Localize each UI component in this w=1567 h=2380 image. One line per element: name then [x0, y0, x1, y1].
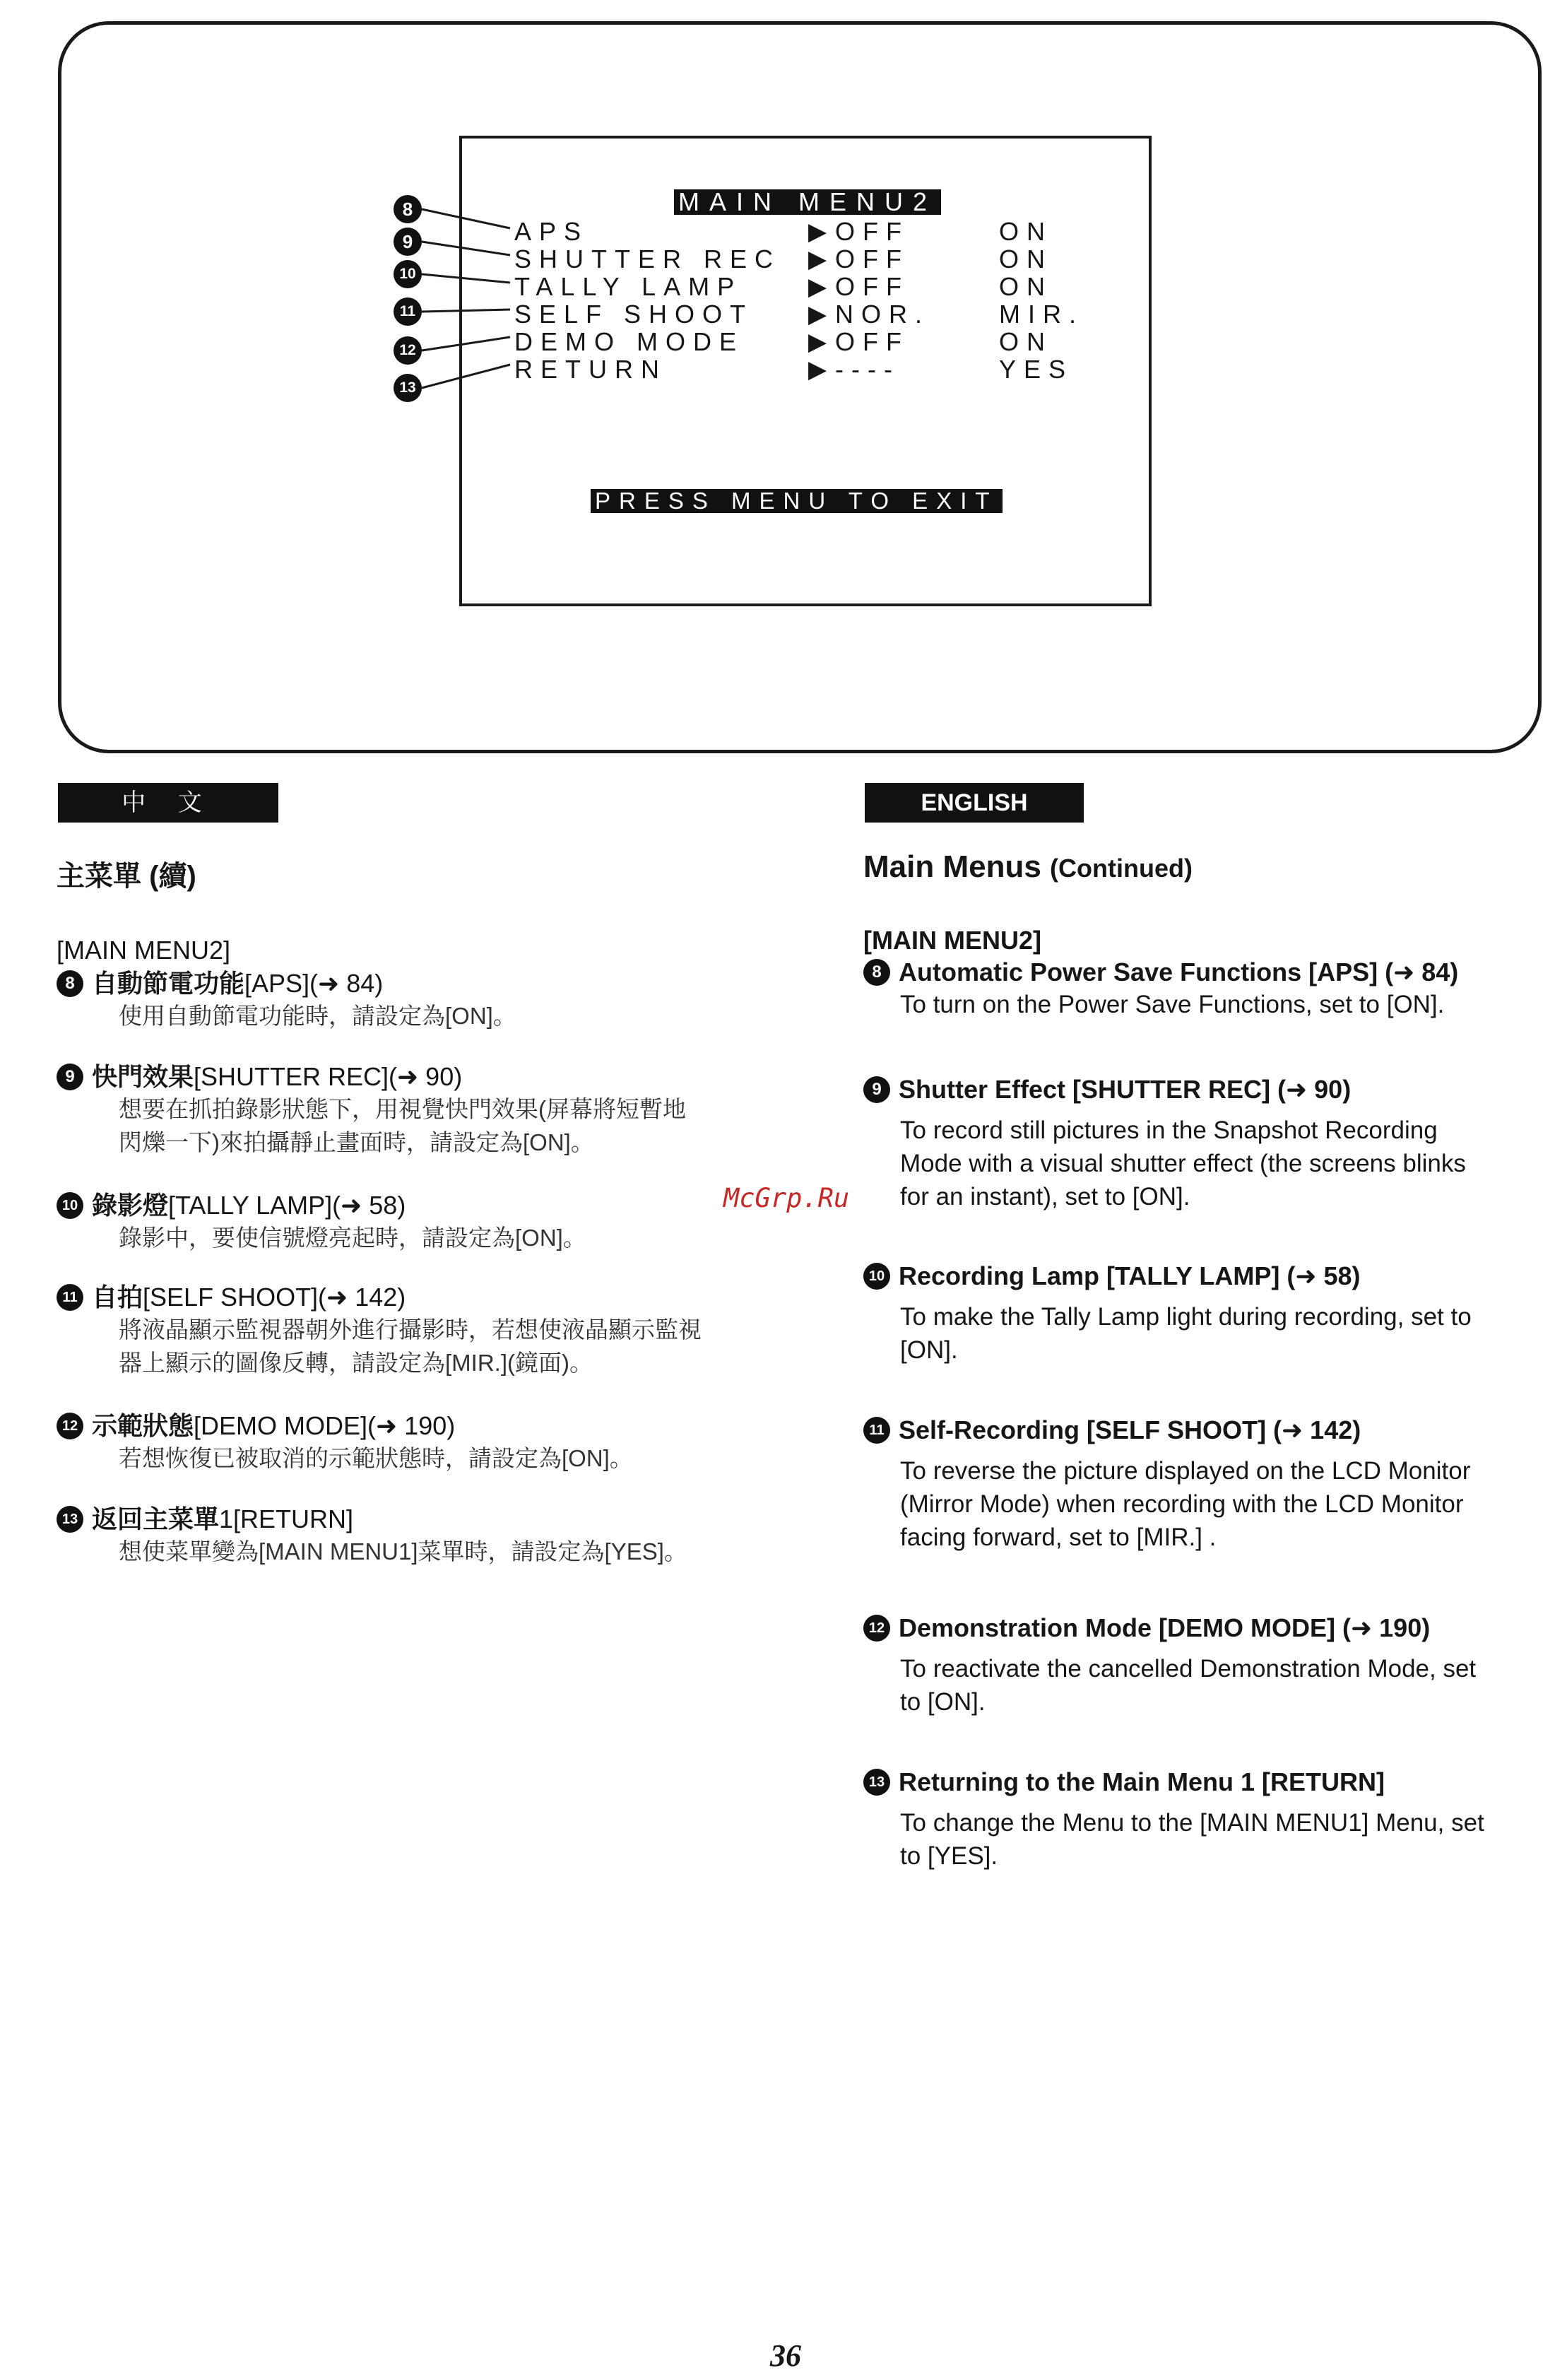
item-title: 快門效果 [92, 1062, 194, 1091]
chinese-item-11 [57, 1282, 702, 1379]
menu-row-label: DEMO MODE [514, 327, 745, 356]
arrow-icon: ▶ [808, 218, 827, 245]
item-body-line: (Mirror Mode) when recording with the LCD Monitor [900, 1490, 1464, 1518]
menu-row-label: APS [514, 217, 589, 246]
menu-option-1: OFF [835, 245, 909, 273]
item-body-line: 將液晶顯示監視器朝外進行攝影時，若想使液晶顯示監視 [119, 1316, 702, 1343]
english-item-12 [863, 1613, 1476, 1719]
arrow-icon: ▶ [808, 301, 827, 328]
item-body-line: Mode with a visual shutter effect (the screens blinks [900, 1150, 1466, 1177]
menu-row-label: RETURN [514, 355, 667, 384]
number-11-icon: 11 [57, 1284, 83, 1311]
item-body-line: 想要在抓拍錄影狀態下，用視覺快門效果(屏幕將短暫地 [119, 1096, 686, 1122]
number-8-icon: 8 [863, 959, 890, 986]
menu-option-1: OFF [835, 327, 909, 356]
chinese-item-12 [57, 1410, 633, 1475]
item-title: Automatic Power Save Functions [APS] (➜ 84) [899, 958, 1459, 986]
menu-option-2: MIR. [999, 300, 1084, 329]
item-body-line: To reverse the picture displayed on the LCD Monitor [900, 1457, 1471, 1485]
item-title: 自拍 [92, 1283, 143, 1312]
menu-title: MAIN MENU2 [674, 189, 941, 215]
chinese-heading [57, 854, 196, 894]
item-body-line: for an instant), set to [ON]. [900, 1183, 1190, 1210]
english-language-bar: ENGLISH [865, 783, 1084, 823]
item-body-line: 使用自動節電功能時，請設定為[ON]。 [119, 1003, 516, 1029]
english-item-13 [863, 1767, 1484, 1873]
menu-option-1: ---- [835, 355, 900, 384]
press-menu-to-exit: PRESS MENU TO EXIT [591, 489, 1003, 513]
number-11-icon: 11 [863, 1417, 890, 1444]
number-12-icon: 12 [57, 1413, 83, 1439]
english-item-9 [863, 1074, 1466, 1213]
item-ref: 1[RETURN] [219, 1504, 354, 1533]
item-body-line: 若想恢復已被取消的示範狀態時，請設定為[ON]。 [119, 1445, 633, 1471]
number-10-icon: 10 [57, 1192, 83, 1219]
menu-option-2: YES [999, 355, 1074, 384]
english-section-label: [MAIN MENU2] [863, 926, 1041, 955]
item-body-line: to [ON]. [900, 1688, 986, 1716]
chinese-item-13 [57, 1504, 687, 1568]
item-ref: [APS](➜ 84) [244, 969, 384, 998]
chinese-item-9 [57, 1061, 686, 1159]
item-ref: [DEMO MODE](➜ 190) [194, 1411, 456, 1440]
callout-13: 13 [394, 374, 422, 402]
chinese-section-label: [MAIN MENU2] [57, 936, 231, 965]
item-title: Demonstration Mode [DEMO MODE] (➜ 190) [899, 1613, 1431, 1642]
item-body-line: 器上顯示的圖像反轉，請設定為[MIR.](鏡面)。 [119, 1350, 593, 1376]
item-title: 返回主菜單 [92, 1504, 220, 1533]
callout-8: 8 [394, 195, 422, 223]
chinese-language-bar: 中 文 [58, 783, 278, 823]
callout-9: 9 [394, 228, 422, 256]
watermark: McGrp.Ru [723, 1183, 850, 1213]
item-title: 示範狀態 [92, 1411, 194, 1440]
menu-option-2: ON [999, 245, 1053, 273]
number-12-icon: 12 [863, 1615, 890, 1642]
callout-12: 12 [394, 336, 422, 365]
number-9-icon: 9 [863, 1076, 890, 1103]
number-10-icon: 10 [863, 1263, 890, 1290]
chinese-item-10 [57, 1190, 586, 1254]
arrow-icon: ▶ [808, 273, 827, 300]
chinese-item-8 [57, 968, 516, 1032]
arrow-icon: ▶ [808, 356, 827, 383]
menu-row-label: TALLY LAMP [514, 272, 743, 301]
item-body-line: 想使菜單變為[MAIN MENU1]菜單時，請設定為[YES]。 [119, 1538, 687, 1565]
item-body-line: To turn on the Power Save Functions, set to [ON]. [900, 991, 1445, 1018]
menu-row-label: SHUTTER REC [514, 245, 781, 273]
arrow-icon: ▶ [808, 329, 827, 355]
item-body-line: 錄影中，要使信號燈亮起時，請設定為[ON]。 [119, 1225, 586, 1251]
page-number: 36 [770, 2338, 801, 2373]
menu-option-2: ON [999, 272, 1053, 301]
item-body-line: To make the Tally Lamp light during recording, set to [900, 1303, 1472, 1331]
number-13-icon: 13 [57, 1506, 83, 1533]
number-8-icon: 8 [57, 970, 83, 997]
item-title: 錄影燈 [92, 1191, 169, 1220]
item-body-line: facing forward, set to [MIR.] . [900, 1524, 1217, 1551]
item-body-line: to [YES]. [900, 1842, 998, 1870]
english-item-8 [863, 957, 1458, 1021]
menu-screen [459, 136, 1152, 606]
item-body-line: To change the Menu to the [MAIN MENU1] Menu, set [900, 1809, 1484, 1837]
item-title: Returning to the Main Menu 1 [RETURN] [899, 1767, 1385, 1796]
menu-option-1: OFF [835, 272, 909, 301]
menu-option-2: ON [999, 327, 1053, 356]
menu-option-1: OFF [835, 217, 909, 246]
item-body-line: 閃爍一下)來拍攝靜止畫面時，請設定為[ON]。 [119, 1129, 594, 1155]
item-title: Recording Lamp [TALLY LAMP] (➜ 58) [899, 1261, 1361, 1290]
callout-10: 10 [394, 260, 422, 288]
english-item-10 [863, 1261, 1472, 1367]
item-ref: [SHUTTER REC](➜ 90) [194, 1062, 463, 1091]
menu-option-1: NOR. [835, 300, 930, 329]
chinese-heading-sub: (續) [149, 861, 196, 892]
english-heading-sub: (Continued) [1050, 854, 1193, 883]
english-item-11 [863, 1415, 1470, 1554]
item-ref: [TALLY LAMP](➜ 58) [168, 1191, 406, 1220]
number-13-icon: 13 [863, 1769, 890, 1796]
number-9-icon: 9 [57, 1064, 83, 1090]
callout-11: 11 [394, 298, 422, 326]
item-body-line: To record still pictures in the Snapshot Recording [900, 1117, 1438, 1144]
menu-option-2: ON [999, 217, 1053, 246]
item-title: Self-Recording [SELF SHOOT] (➜ 142) [899, 1415, 1361, 1444]
english-heading [863, 849, 1193, 885]
chinese-heading-text: 主菜單 [57, 861, 141, 892]
item-title: 自動節電功能 [92, 969, 245, 998]
arrow-icon: ▶ [808, 246, 827, 273]
english-heading-text: Main Menus [863, 849, 1041, 884]
item-body-line: [ON]. [900, 1336, 958, 1364]
item-title: Shutter Effect [SHUTTER REC] (➜ 90) [899, 1075, 1352, 1104]
menu-row-label: SELF SHOOT [514, 300, 754, 329]
item-ref: [SELF SHOOT](➜ 142) [143, 1283, 406, 1312]
item-body-line: To reactivate the cancelled Demonstration Mode, set [900, 1655, 1477, 1683]
